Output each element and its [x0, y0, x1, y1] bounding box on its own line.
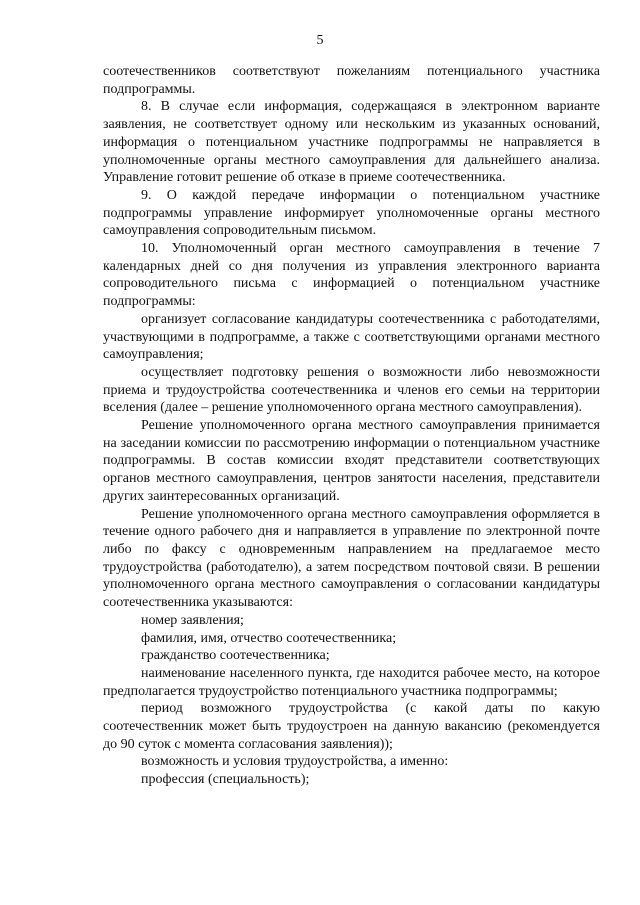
page-number: 5	[316, 33, 324, 48]
paragraph-organizes-approval: организует согласование кандидатуры соотечественника с работодателями, участвующими в подпрограмме, а также с соответствующими органами местного самоуправления;	[103, 311, 600, 363]
list-item-full-name: фамилия, имя, отчество соотечественника;	[141, 630, 397, 646]
paragraph-item-8: 8. В случае если информация, содержащаяся в электронном варианте заявления, не соответствует одному или нескольким из указанных оснований, информация о потенциальном участнике подпрограммы не направляется в уполномоченные органы местного самоуправления для дальнейшего анализа. Управление готовит решение об отказе в приеме соотечественника.	[103, 99, 600, 186]
list-item-application-number: номер заявления;	[141, 612, 244, 628]
list-item-employment-conditions: возможность и условия трудоустройства, а именно:	[141, 754, 449, 770]
list-item-citizenship: гражданство соотечественника;	[141, 648, 330, 664]
paragraph-prepares-decision: осуществляет подготовку решения о возможности либо невозможности приема и трудоустройства соотечественника и членов его семьи на территории вселения (далее – решение уполномоченного органа местного самоуправления).	[103, 364, 600, 416]
list-item-employment-period: период возможного трудоустройства (с какой даты по какую соотечественник может быть трудоустроен на данную вакансию (рекомендуется до 90 суток с момента согласования заявления));	[103, 701, 600, 752]
paragraph-item-10: 10. Уполномоченный орган местного самоуправления в течение 7 календарных дней со дня получения из управления электронного варианта сопроводительного письма с информацией о потенциальном участнике подпрограммы:	[103, 241, 600, 310]
paragraph-item-9: 9. О каждой передаче информации о потенциальном участнике подпрограммы управление информирует уполномоченные органы местного самоуправления сопроводительным письмом.	[103, 187, 600, 239]
list-item-profession: профессия (специальность);	[141, 772, 310, 788]
list-item-locality: наименование населенного пункта, где находится рабочее место, на которое предполагается трудоустройство потенциального участника подпрограммы;	[103, 665, 600, 699]
paragraph-commission-decision: Решение уполномоченного органа местного самоуправления принимается на заседании комиссии по рассмотрению информации о потенциальном участнике подпрограммы. В состав комиссии входят представители соответствующих органов местного самоуправления, центров занятости населения, представители других заинтересованных организаций.	[103, 418, 600, 504]
paragraph-continuation: соотечественников соответствуют пожеланиям потенциального участника подпрограммы.	[103, 64, 600, 97]
document-body	[103, 63, 600, 789]
paragraph-decision-formalized: Решение уполномоченного органа местного самоуправления оформляется в течение одного рабочего дня и направляется в управление по электронной почте либо по факсу с одновременным направлением на предлагаемое место трудоустройства (работодателю), а затем посредством почтовой связи. В решении уполномоченного органа местного самоуправления о согласовании кандидатуры соотечественника указываются:	[103, 506, 600, 611]
